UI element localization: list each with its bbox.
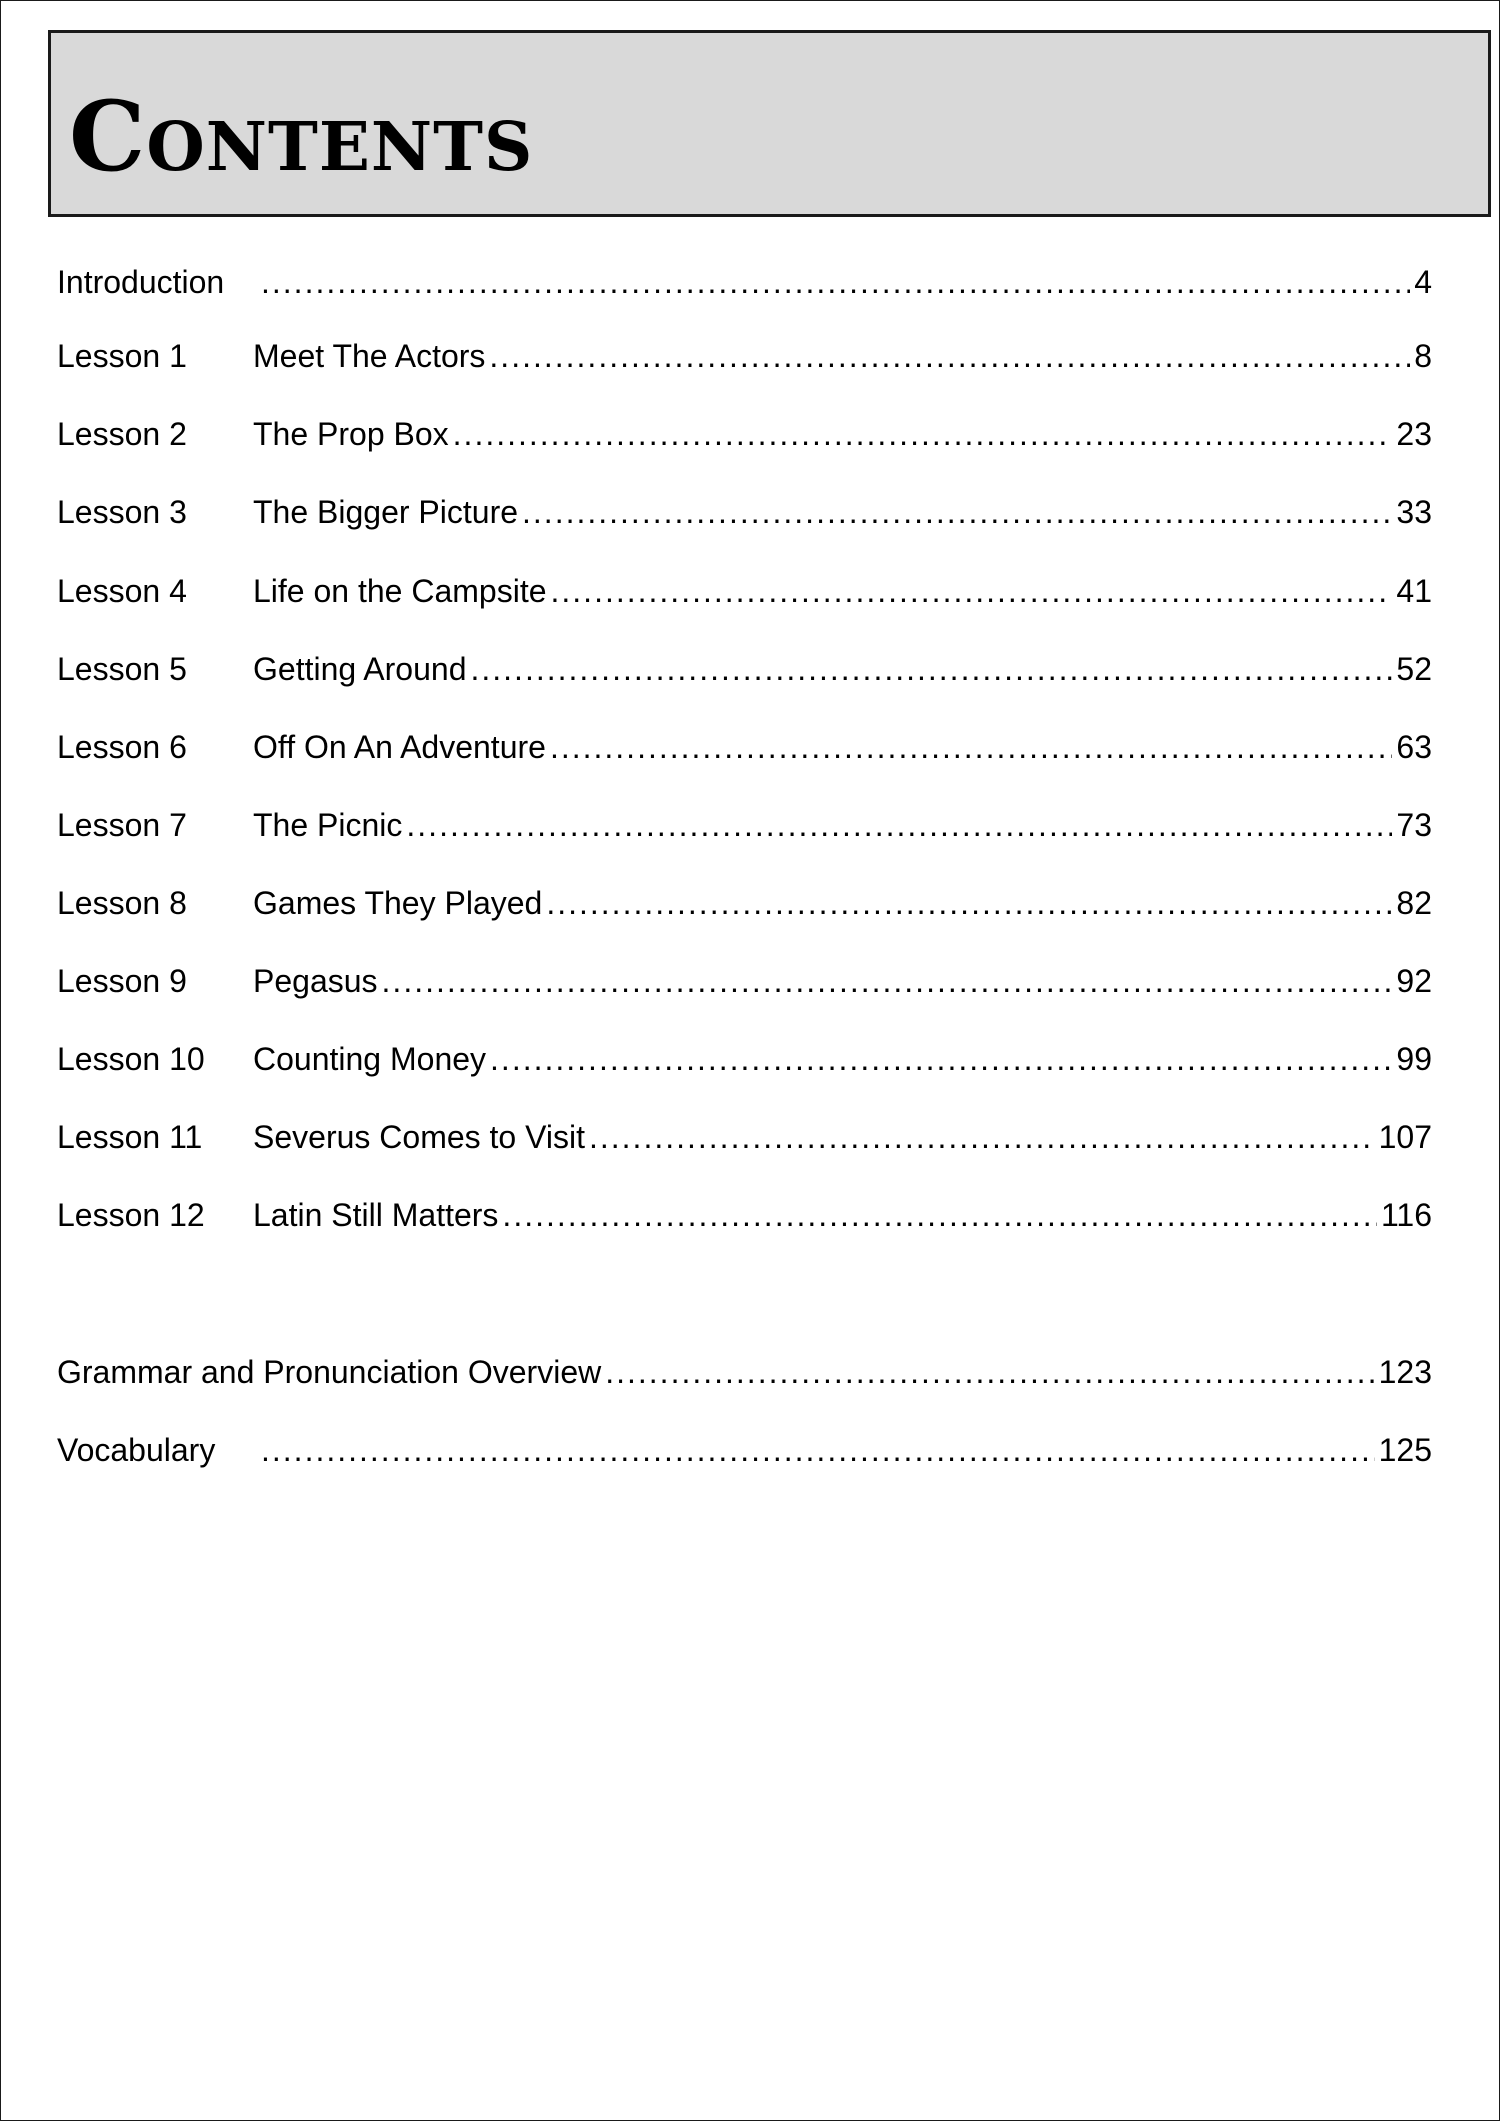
toc-leader-dots — [489, 334, 1410, 378]
toc-entry-label: Lesson 12 — [57, 1197, 205, 1233]
toc-entry-label: Lesson 9 — [57, 963, 187, 999]
toc-leader-dots — [453, 412, 1393, 456]
toc-entry-label: Lesson 5 — [57, 651, 187, 687]
toc-leader-dots — [522, 490, 1392, 534]
toc-page-number: 107 — [1378, 1119, 1432, 1155]
toc-entry-title: Pegasus — [253, 963, 378, 999]
toc-entry-title: The Picnic — [253, 807, 403, 843]
toc-leader-dots — [502, 1193, 1377, 1237]
toc-entry-label: Lesson 11 — [57, 1119, 203, 1155]
toc-entry-lesson-11[interactable] — [57, 1115, 1432, 1159]
toc-page-number: 116 — [1380, 1197, 1432, 1233]
toc-entry-label: Lesson 8 — [57, 885, 187, 921]
toc-entry-title: Life on the Campsite — [253, 573, 547, 609]
toc-entry-lesson-4[interactable] — [57, 569, 1432, 613]
toc-entry-lesson-9[interactable] — [57, 959, 1432, 1003]
toc-leader-dots — [589, 1115, 1375, 1159]
toc-entry-lesson-7[interactable] — [57, 803, 1432, 847]
toc-page-number: 99 — [1396, 1041, 1432, 1077]
toc-leader-dots — [546, 881, 1392, 925]
toc-page-number: 41 — [1396, 573, 1432, 609]
toc-leader-dots — [406, 803, 1392, 847]
toc-page-number: 125 — [1378, 1432, 1432, 1468]
toc-entry-label: Introduction — [57, 264, 225, 300]
toc-page-number: 63 — [1396, 729, 1432, 765]
toc-page-number: 82 — [1396, 885, 1432, 921]
toc-page-number: 23 — [1396, 416, 1432, 452]
toc-page-number: 73 — [1396, 807, 1432, 843]
toc-entry-label: Lesson 1 — [57, 338, 187, 374]
toc-entry-label: Lesson 3 — [57, 494, 187, 530]
toc-entry-label: Lesson 4 — [57, 573, 187, 609]
toc-entry-lesson-3[interactable] — [57, 490, 1432, 534]
toc-leader-dots — [470, 647, 1392, 691]
contents-heading: Contents — [69, 80, 534, 193]
toc-entry-title: Games They Played — [253, 885, 543, 921]
toc-entry-title: Meet The Actors — [253, 338, 486, 374]
toc-entry-label: Lesson 6 — [57, 729, 187, 765]
toc-leader-dots — [261, 1428, 1375, 1472]
toc-entry-title: The Prop Box — [253, 416, 449, 452]
toc-entry-lesson-12[interactable] — [57, 1193, 1432, 1237]
toc-entry-lesson-8[interactable] — [57, 881, 1432, 925]
toc-leader-dots — [490, 1037, 1392, 1081]
toc-entry-label: Lesson 2 — [57, 416, 187, 452]
toc-entry-introduction[interactable] — [57, 260, 1432, 304]
toc-leader-dots — [382, 959, 1393, 1003]
toc-entry-lesson-10[interactable] — [57, 1037, 1432, 1081]
contents-heading-box — [48, 30, 1491, 217]
toc-leader-dots — [551, 569, 1393, 613]
toc-entry-title: Getting Around — [253, 651, 467, 687]
toc-page-number: 33 — [1396, 494, 1432, 530]
toc-page-number: 92 — [1396, 963, 1432, 999]
toc-entry-label: Lesson 7 — [57, 807, 187, 843]
toc-entry-label: Grammar and Pronunciation Overview — [57, 1354, 602, 1390]
toc-entry-title: The Bigger Picture — [253, 494, 519, 530]
toc-leader-dots — [550, 725, 1392, 769]
toc-entry-title: Counting Money — [253, 1041, 487, 1077]
toc-entry-title: Off On An Adventure — [253, 729, 546, 765]
toc-entry-title: Severus Comes to Visit — [253, 1119, 585, 1155]
toc-entry-label: Vocabulary — [57, 1432, 216, 1468]
toc-page-number: 8 — [1414, 338, 1432, 374]
toc-leader-dots — [605, 1350, 1374, 1394]
toc-page-number: 4 — [1414, 264, 1432, 300]
toc-entry-grammar-overview[interactable] — [57, 1350, 1432, 1394]
toc-entry-lesson-2[interactable] — [57, 412, 1432, 456]
toc-entry-lesson-1[interactable] — [57, 334, 1432, 378]
toc-entry-title: Latin Still Matters — [253, 1197, 499, 1233]
toc-page-number: 123 — [1378, 1354, 1432, 1390]
toc-leader-dots — [261, 260, 1410, 304]
toc-entry-vocabulary[interactable] — [57, 1428, 1432, 1472]
toc-entry-lesson-6[interactable] — [57, 725, 1432, 769]
toc-entry-label: Lesson 10 — [57, 1041, 205, 1077]
toc-entry-lesson-5[interactable] — [57, 647, 1432, 691]
toc-page-number: 52 — [1396, 651, 1432, 687]
